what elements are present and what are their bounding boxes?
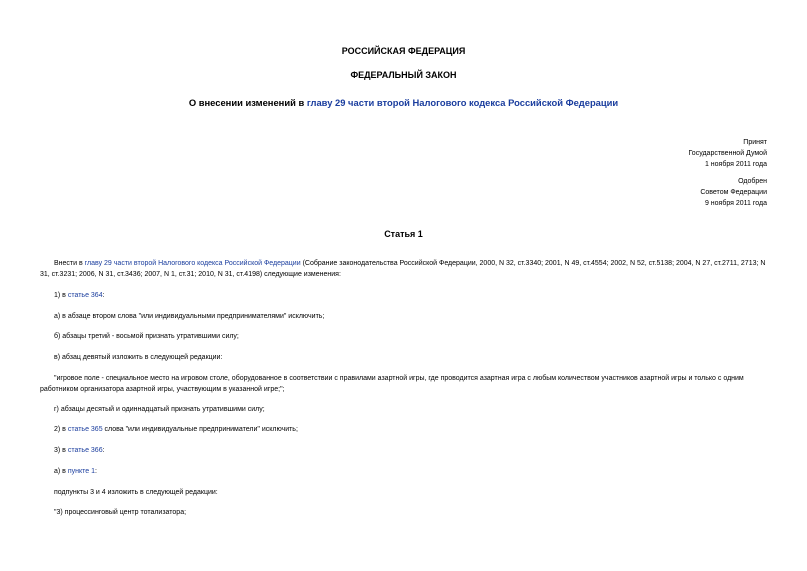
adopted-date: 1 ноября 2011 года [704,161,767,168]
article-title: Статья 1 [384,229,423,239]
link-article-365[interactable]: статье 365 [67,426,103,433]
item-3a-suffix: : [95,468,97,475]
item-3-prefix: 3) в [54,447,68,454]
item-3a-quote: "3) процессинговый центр тотализатора; [54,509,187,516]
item-1-suffix: : [102,292,105,299]
link-point-1[interactable]: пункте 1 [67,468,95,475]
item-1 [40,290,767,301]
approved-line-2: Советом Федерации [700,189,767,196]
intro-text: (Собрание законодательства Российской Федерации, 2000, N 32, ст.3340; 2001, N 49, ст.4554; 2002, N 52, ст.5138; 2004, N 27, ст.2711, 2713; N 31, ст.3231; 2006, N 31, ст.3436; 2007, N 1, ст.31; 2010, N 31, ст.4198) следующие изменения: [40,260,766,278]
law-type-heading: ФЕДЕРАЛЬНЫЙ ЗАКОН [350,70,457,80]
item-1g: г) абзацы десятый и одиннадцатый признать утратившими силу; [54,406,265,413]
item-1v: в) абзац девятый изложить в следующей редакции: [54,354,223,361]
approved-block [700,176,767,209]
adopted-line-2: Государственной Думой [688,150,767,157]
item-2-suffix: слова "или индивидуальные предприниматели" исключить; [102,426,298,433]
item-1b: б) абзацы третий - восьмой признать утратившими силу; [54,333,239,340]
intro-link[interactable]: главу 29 части второй Налогового кодекса Российской Федерации [84,260,301,267]
item-1v-quote: "игровое поле - специальное место на игровом столе, оборудованное в соответствии с правилами азартной игры, где проводится азартная игра с любым количеством участников азартной игры и только с одним работником организатора азартной игры, участвующим в указанной игре;"; [40,375,744,393]
item-3-suffix: : [102,447,105,454]
adopted-block [688,137,767,170]
intro-prefix: Внести в [54,260,85,267]
item-1-prefix: 1) в [54,292,68,299]
law-title-prefix: О внесении изменений в [188,97,307,108]
item-2-prefix: 2) в [54,426,68,433]
law-title-link[interactable]: главу 29 части второй Налогового кодекса Российской Федерации [306,97,619,108]
item-3a-sub: подпункты 3 и 4 изложить в следующей редакции: [54,489,218,496]
item-3 [40,445,767,456]
article-intro [40,258,767,280]
item-2 [40,424,767,435]
link-article-366[interactable]: статье 366 [67,447,103,454]
link-article-364[interactable]: статье 364 [67,292,103,299]
approved-date: 9 ноября 2011 года [704,200,767,207]
country-heading: РОССИЙСКАЯ ФЕДЕРАЦИЯ [341,46,466,56]
law-title [0,97,807,108]
item-3a-prefix: а) в [54,468,68,475]
adopted-line-1: Принят [743,139,767,146]
approved-line-1: Одобрен [738,178,767,185]
item-3a [40,466,767,477]
item-1a: а) в абзаце втором слова "или индивидуальными предпринимателями" исключить; [54,313,325,320]
